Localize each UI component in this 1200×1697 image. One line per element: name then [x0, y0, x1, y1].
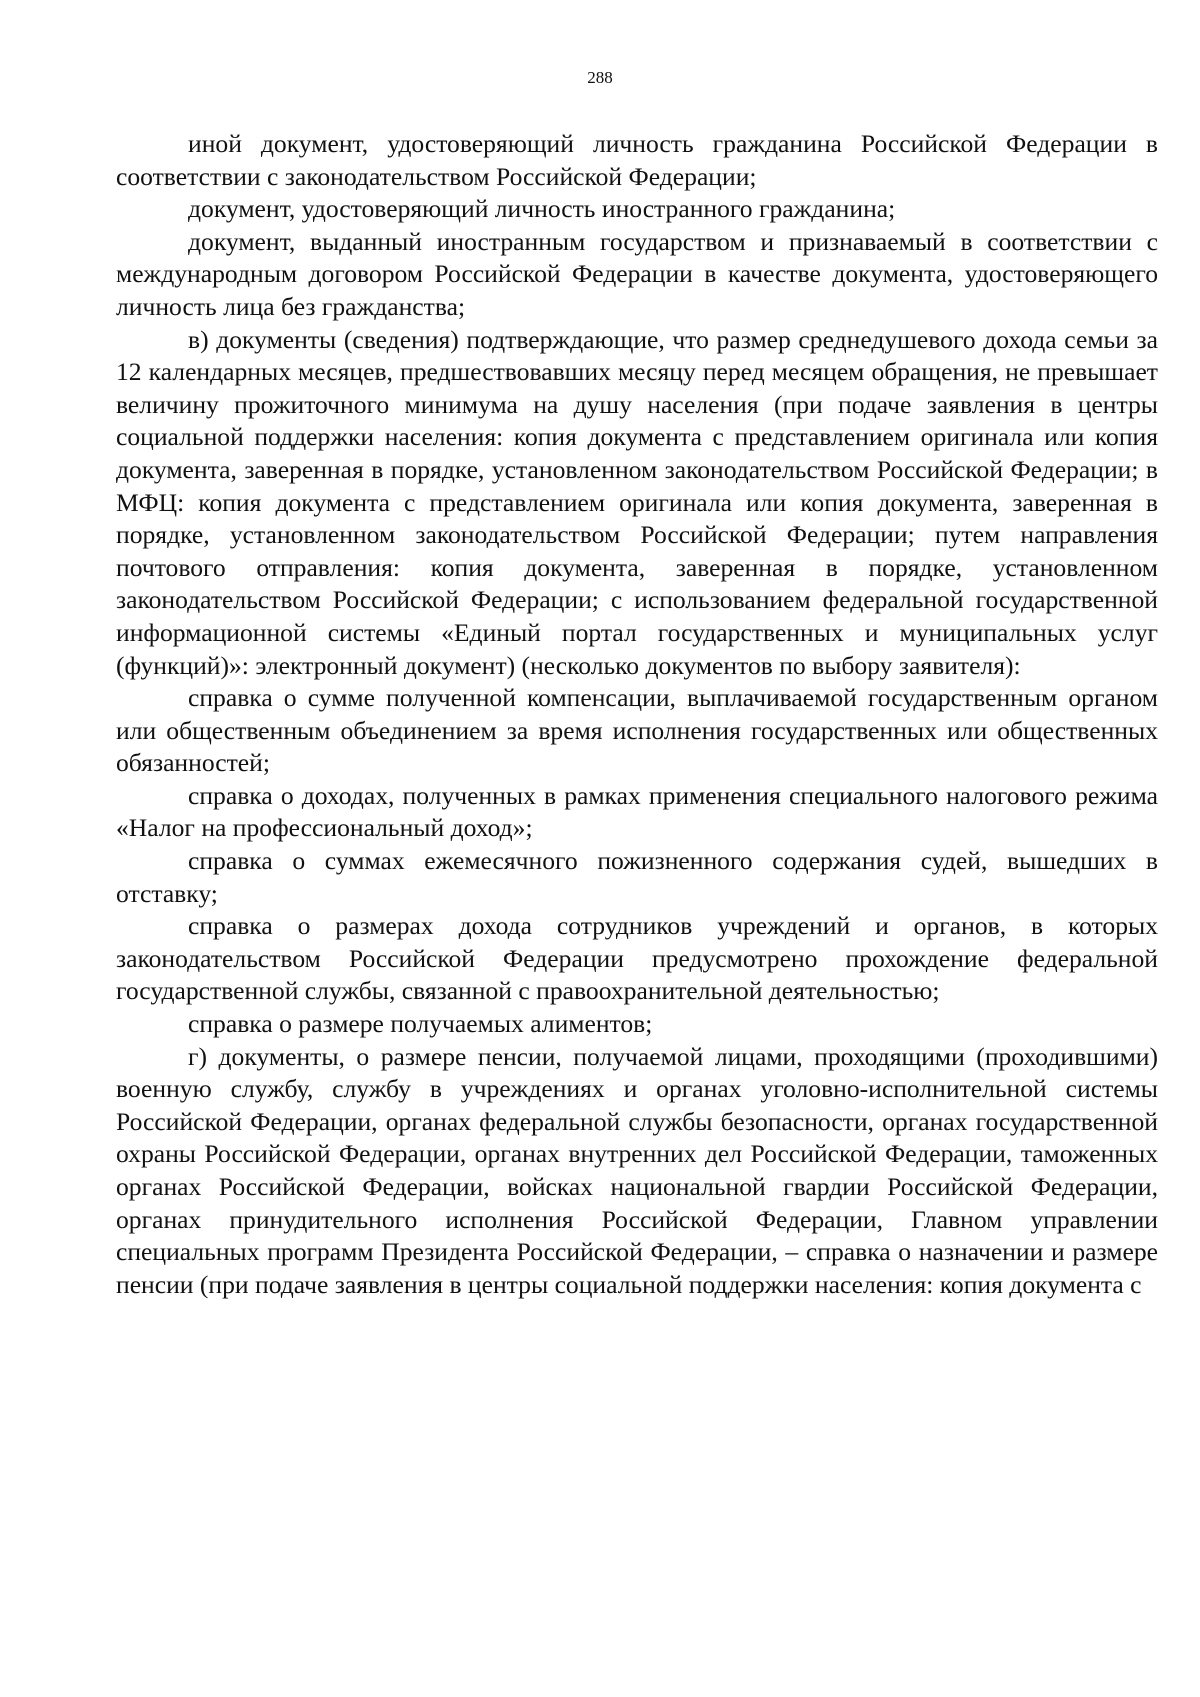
paragraph-alimony-certificate: справка о размере получаемых алиментов;	[188, 1009, 653, 1039]
paragraph-compensation-certificate: справка о сумме полученной компенсации, выплачиваемой государственным органом или общественным объединением за время исполнения государственных или общественных обязанностей;	[116, 683, 1158, 778]
page-number: 288	[587, 68, 613, 87]
paragraph-stateless-person-id: документ, выданный иностранным государством и признаваемый в соответствии с международным договором Российской Федерации в качестве документа, удостоверяющего личность лица без гражданства;	[116, 226, 1158, 321]
paragraph-foreign-citizen-id: документ, удостоверяющий личность иностранного гражданина;	[188, 194, 896, 224]
paragraph-other-id-document: иной документ, удостоверяющий личность гражданина Российской Федерации в соответствии с законодательством Российской Федерации;	[116, 129, 1158, 191]
paragraph-law-enforcement-income: справка о размерах дохода сотрудников учреждений и органов, в которых законодательством Российской Федерации предусмотрено прохождение федеральной государственной службы, связанной с правоохранительной деятельностью;	[116, 911, 1158, 1006]
paragraph-item-g-pension-documents: г) документы, о размере пенсии, получаемой лицами, проходящими (проходившими) военную службу, службу в учреждениях и органах уголовно-исполнительной системы Российской Федерации, органах федеральной службы безопасности, органах государственной охраны Российской Федерации, органах внутренних дел Российской Федерации, таможенных органах Российской Федерации, войсках национальной гвардии Российской Федерации, органах принудительного исполнения Российской Федерации, Главном управлении специальных программ Президента Российской Федерации, – справка о назначении и размере пенсии (при подаче заявления в центры социальной поддержки населения: копия документа с	[116, 1041, 1158, 1299]
document-body	[116, 128, 1158, 1301]
paragraph-judges-maintenance: справка о суммах ежемесячного пожизненного содержания судей, вышедших в отставку;	[116, 846, 1158, 908]
paragraph-professional-income-tax: справка о доходах, полученных в рамках применения специального налогового режима «Налог на профессиональный доход»;	[116, 780, 1158, 843]
paragraph-item-v-income-documents: в) документы (сведения) подтверждающие, что размер среднедушевого дохода семьи за 12 календарных месяцев, предшествовавших месяцу перед месяцем обращения, не превышает величину прожиточного минимума на душу населения (при подаче заявления в центры социальной поддержки населения: копия документа с представлением оригинала или копия документа, заверенная в порядке, установленном законодательством Российской Федерации; в МФЦ: копия документа с представлением оригинала или копия документа, заверенная в порядке, установленном законодательством Российской Федерации; путем направления почтового отправления: копия документа, заверенная в порядке, установленном законодательством Российской Федерации; с использованием федеральной государственной информационной системы «Единый портал государственных и муниципальных услуг (функций)»: электронный документ) (несколько документов по выбору заявителя):	[116, 324, 1158, 680]
